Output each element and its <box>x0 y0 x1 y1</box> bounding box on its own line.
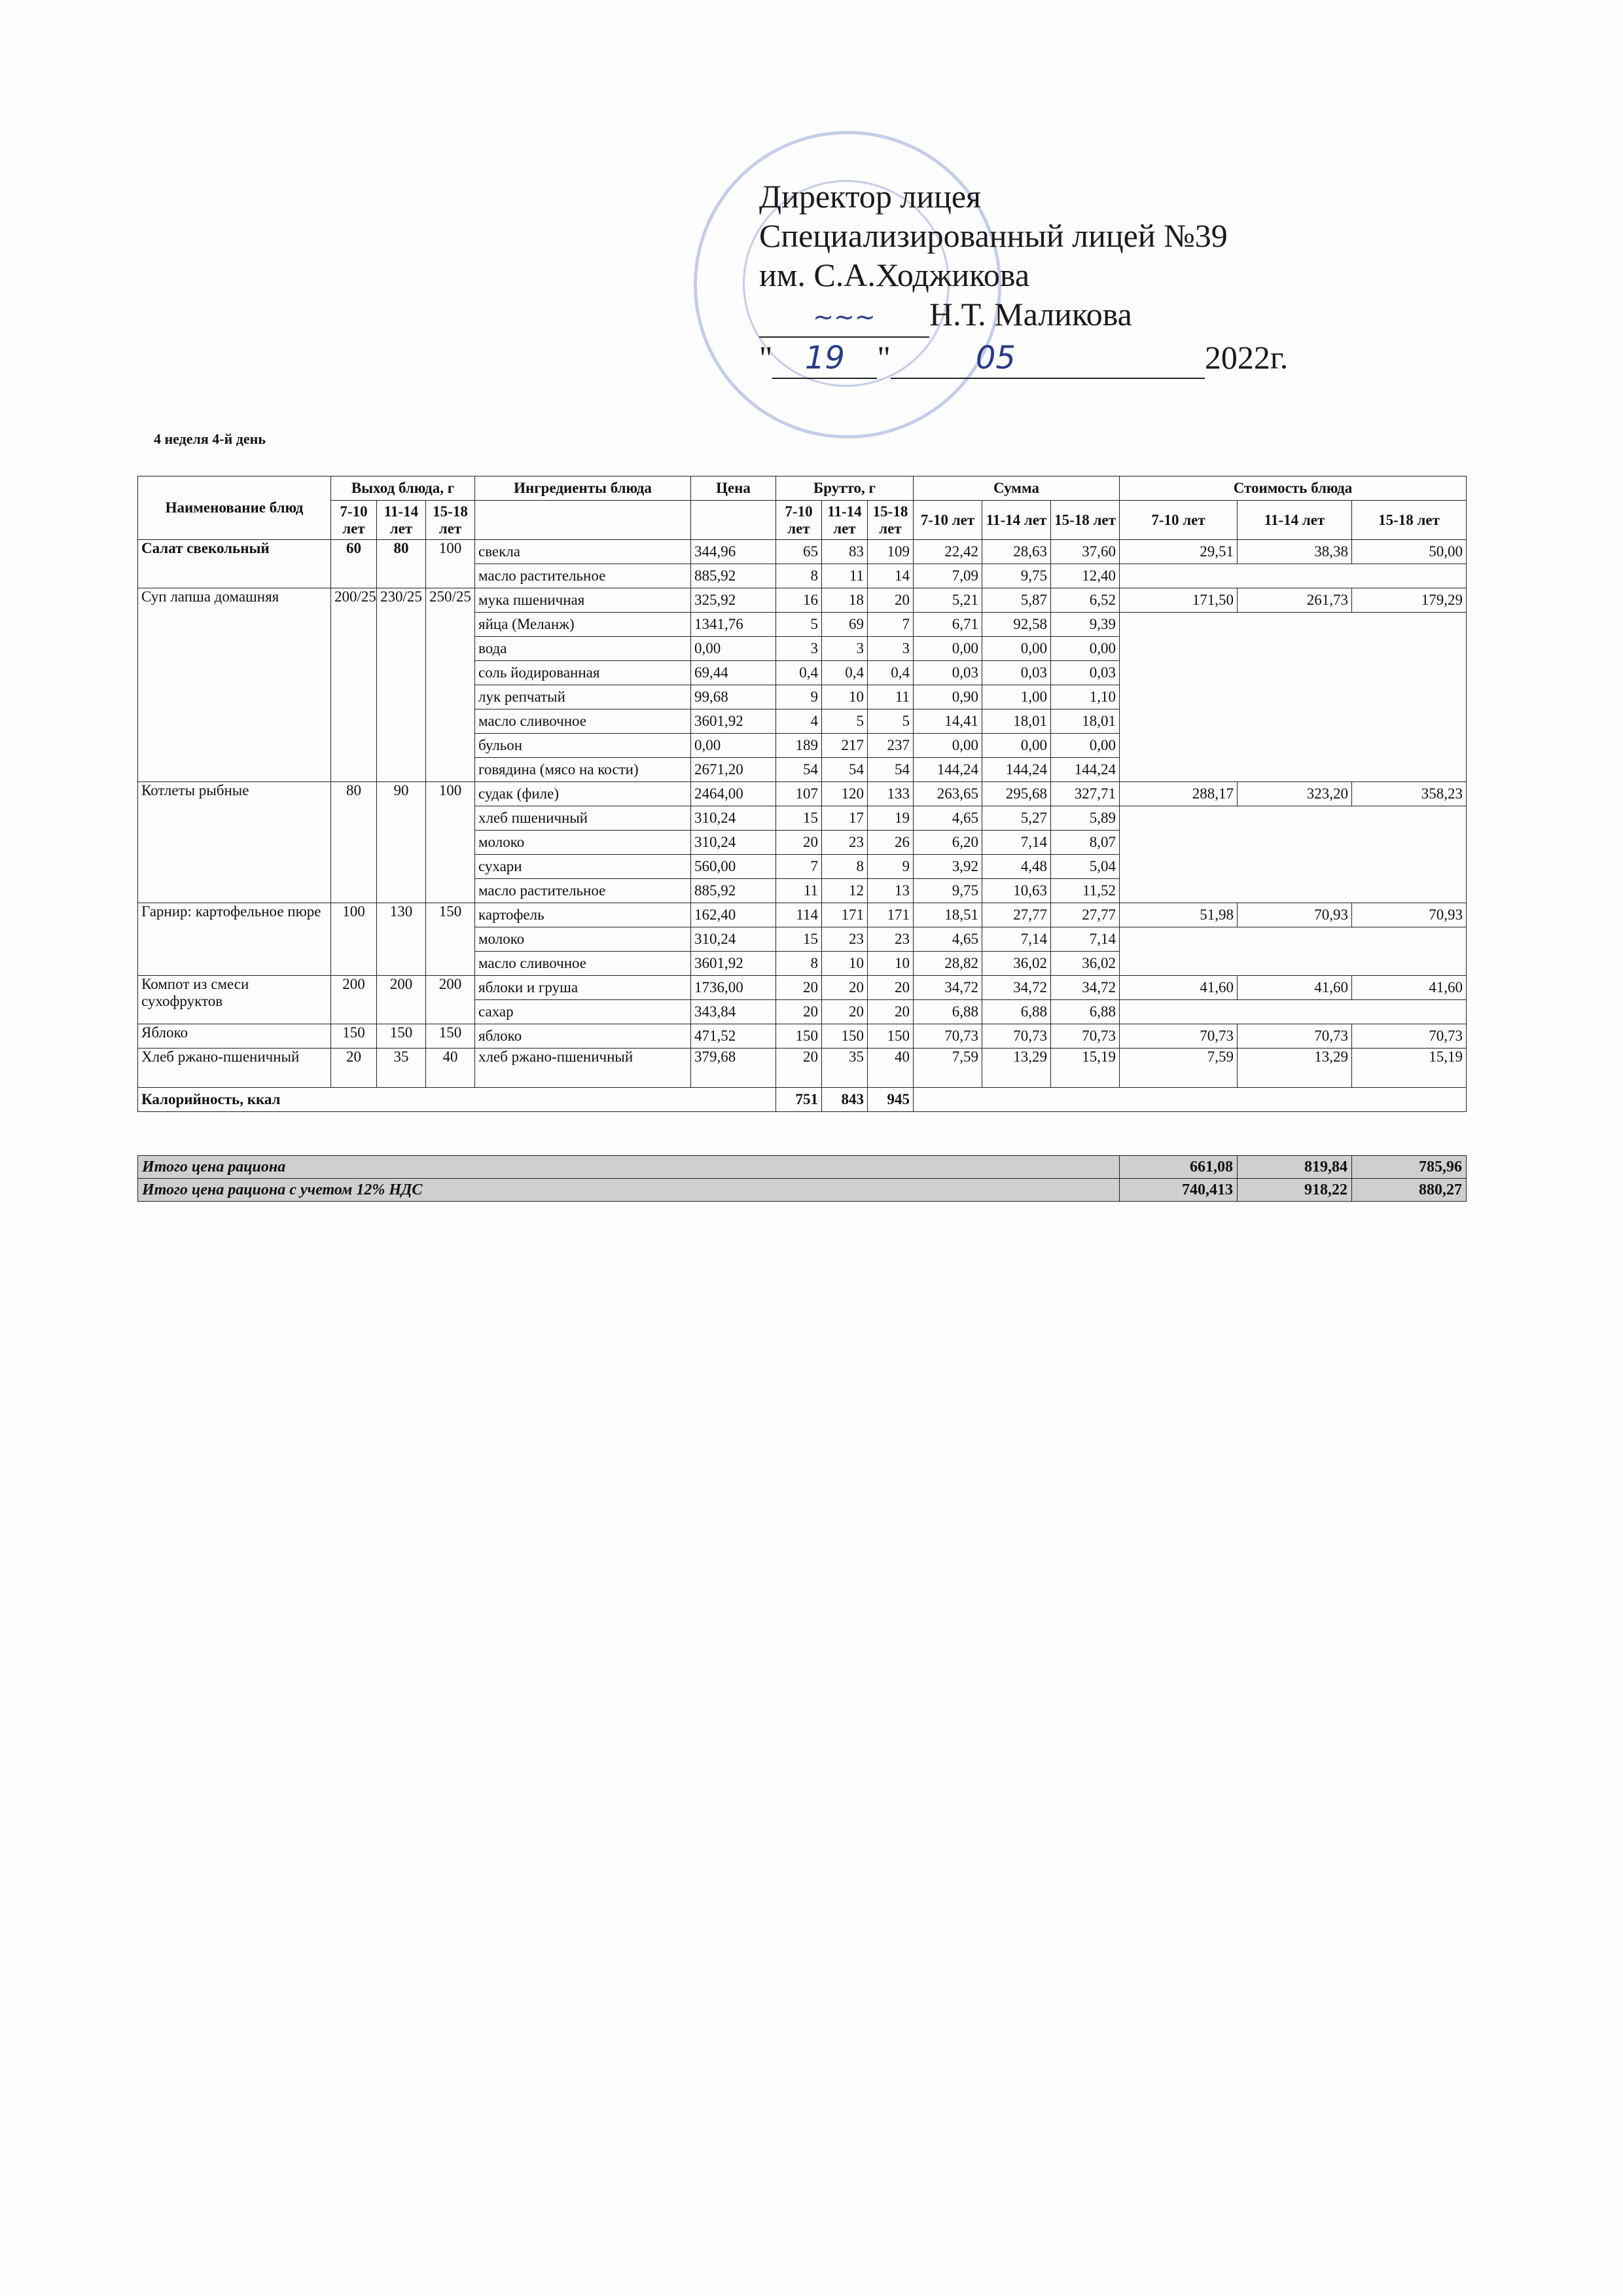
approval-day: 19 <box>804 340 845 376</box>
header-price: Цена <box>691 476 776 501</box>
header-cost: Стоимость блюда <box>1120 476 1467 501</box>
dish-name: Яблоко <box>138 1024 331 1049</box>
table-row: молоко 310,24 15 23 23 4,65 7,14 7,14 <box>138 927 1467 952</box>
table-row: яйца (Меланж) 1341,76 5 69 7 6,71 92,58 9,39 <box>138 613 1467 637</box>
approval-year: 2022г. <box>1204 339 1289 376</box>
header-dish: Наименование блюд <box>138 476 331 540</box>
total-vat-age2: 918,22 <box>1238 1179 1352 1202</box>
header-sum-age3: 15-18 лет <box>1051 501 1120 540</box>
table-row: лук репчатый 99,68 9 10 11 0,90 1,00 1,10 <box>138 685 1467 709</box>
total-age2: 819,84 <box>1238 1156 1352 1179</box>
ingredient: яблоко <box>475 1024 691 1049</box>
dish-cost: 41,60 <box>1120 976 1238 1000</box>
approval-date: " 19 " 05 2022г. <box>759 338 1414 379</box>
calories-age3: 945 <box>868 1088 914 1112</box>
dish-cost: 288,17 <box>1120 782 1238 806</box>
table-row: масло растительное 885,92 8 11 14 7,09 9,75 12,40 <box>138 564 1467 588</box>
ingredient: яблоки и груша <box>475 976 691 1000</box>
table-row: говядина (мясо на кости) 2671,20 54 54 54 144,24 144,24 144,24 <box>138 758 1467 782</box>
totals-table <box>137 1155 1467 1202</box>
header-ingredients: Ингредиенты блюда <box>475 476 691 501</box>
total-vat-age3: 880,27 <box>1352 1179 1467 1202</box>
ingredient: молоко <box>475 831 691 855</box>
dish-name: Суп лапша домашняя <box>138 588 331 782</box>
header-brutto: Брутто, г <box>776 476 914 501</box>
table-row: Котлеты рыбные 80 90 100 судак (филе) 2464,00 107 120 133 263,65 295,68 327,71 288,17 323,20 358,23 <box>138 782 1467 806</box>
header-cost-age1: 7-10 лет <box>1120 501 1238 540</box>
dish-name: Салат свекольный <box>138 540 331 588</box>
table-row: сахар 343,84 20 20 20 6,88 6,88 6,88 <box>138 1000 1467 1024</box>
dish-name: Хлеб ржано-пшеничный <box>138 1049 331 1088</box>
header-sum: Сумма <box>914 476 1120 501</box>
ingredient: масло растительное <box>475 879 691 903</box>
header-yield-age3: 15-18 лет <box>426 501 475 540</box>
table-row: масло сливочное 3601,92 4 5 5 14,41 18,01 18,01 <box>138 709 1467 734</box>
total-vat-label: Итого цена рациона с учетом 12% НДС <box>138 1179 1120 1202</box>
ingredient: лук репчатый <box>475 685 691 709</box>
table-row: бульон 0,00 189 217 237 0,00 0,00 0,00 <box>138 734 1467 758</box>
ingredient: картофель <box>475 903 691 927</box>
table-row: хлеб пшеничный 310,24 15 17 19 4,65 5,27 5,89 <box>138 806 1467 831</box>
table-row: молоко 310,24 20 23 26 6,20 7,14 8,07 <box>138 831 1467 855</box>
dish-cost: 171,50 <box>1120 588 1238 613</box>
total-vat-age1: 740,413 <box>1120 1179 1238 1202</box>
ingredient: сухари <box>475 855 691 879</box>
ingredient: масло сливочное <box>475 952 691 976</box>
dish-name: Гарнир: картофельное пюре <box>138 903 331 976</box>
total-row <box>138 1156 1467 1179</box>
header-cost-age2: 11-14 лет <box>1238 501 1352 540</box>
table-row: масло сливочное 3601,92 8 10 10 28,82 36,02 36,02 <box>138 952 1467 976</box>
table-row: сухари 560,00 7 8 9 3,92 4,48 5,04 <box>138 855 1467 879</box>
dish-cost: 70,73 <box>1120 1024 1238 1049</box>
ingredient: мука пшеничная <box>475 588 691 613</box>
header-yield: Выход блюда, г <box>331 476 475 501</box>
approval-school-name: им. С.А.Ходжикова <box>759 257 1030 293</box>
approval-signature-line <box>759 295 1414 338</box>
calories-row <box>138 1088 1467 1112</box>
ingredient: яйца (Меланж) <box>475 613 691 637</box>
signature: ~~~ <box>759 295 929 338</box>
table-row: Яблоко 150 150 150 яблоко 471,52 150 150 150 70,73 70,73 70,73 70,73 70,73 70,73 <box>138 1024 1467 1049</box>
ingredient: свекла <box>475 540 691 564</box>
day-title: 4 неделя 4-й день <box>154 431 266 447</box>
ingredient: соль йодированная <box>475 661 691 685</box>
menu-table <box>137 476 1467 1112</box>
dish-cost: 7,59 <box>1120 1049 1238 1088</box>
ingredient: масло сливочное <box>475 709 691 734</box>
calories-label: Калорийность, ккал <box>138 1088 776 1112</box>
total-vat-row <box>138 1179 1467 1202</box>
total-label: Итого цена рациона <box>138 1156 1120 1179</box>
header-yield-age1: 7-10 лет <box>331 501 377 540</box>
ingredient: молоко <box>475 927 691 952</box>
table-row: соль йодированная 69,44 0,4 0,4 0,4 0,03 0,03 0,03 <box>138 661 1467 685</box>
dish-name: Компот из смеси сухофруктов <box>138 976 331 1024</box>
ingredient: вода <box>475 637 691 661</box>
table-row: Гарнир: картофельное пюре 100 130 150 картофель 162,40 114 171 171 18,51 27,77 27,77 51,98 70,93 70,93 <box>138 903 1467 927</box>
approval-block <box>759 177 1414 379</box>
calories-age1: 751 <box>776 1088 822 1112</box>
header-yield-age2: 11-14 лет <box>377 501 426 540</box>
header-cost-age3: 15-18 лет <box>1352 501 1467 540</box>
ingredient: бульон <box>475 734 691 758</box>
ingredient: хлеб пшеничный <box>475 806 691 831</box>
dish-cost: 51,98 <box>1120 903 1238 927</box>
dish-name: Котлеты рыбные <box>138 782 331 903</box>
ingredient: хлеб ржано-пшеничный <box>475 1049 691 1088</box>
table-row: Суп лапша домашняя 200/25 230/25 250/25 мука пшеничная 325,92 16 18 20 5,21 5,87 6,52 171,50 261,73 179,29 <box>138 588 1467 613</box>
header-brutto-age3: 15-18 лет <box>868 501 914 540</box>
header-sum-age1: 7-10 лет <box>914 501 982 540</box>
header-brutto-age1: 7-10 лет <box>776 501 822 540</box>
approval-position: Директор лицея <box>759 178 982 215</box>
header-brutto-age2: 11-14 лет <box>822 501 868 540</box>
ingredient: масло растительное <box>475 564 691 588</box>
table-row: Компот из смеси сухофруктов 200 200 200 яблоки и груша 1736,00 20 20 20 34,72 34,72 34,72 41,60 41,60 41,60 <box>138 976 1467 1000</box>
dish-cost: 29,51 <box>1120 540 1238 564</box>
ingredient: сахар <box>475 1000 691 1024</box>
header-sum-age2: 11-14 лет <box>982 501 1051 540</box>
approval-signer: Н.Т. Маликова <box>929 296 1132 332</box>
calories-age2: 843 <box>822 1088 868 1112</box>
approval-month: 05 <box>975 340 1016 376</box>
total-age3: 785,96 <box>1352 1156 1467 1179</box>
ingredient: говядина (мясо на кости) <box>475 758 691 782</box>
total-age1: 661,08 <box>1120 1156 1238 1179</box>
approval-school: Специализированный лицей №39 <box>759 217 1228 254</box>
table-row: Хлеб ржано-пшеничный 20 35 40 хлеб ржано-пшеничный 379,68 20 35 40 7,59 13,29 15,19 7,59 13,29 15,19 <box>138 1049 1467 1088</box>
table-row: Салат свекольный 60 80 100 свекла 344,96 65 83 109 22,42 28,63 37,60 29,51 38,38 50,00 <box>138 540 1467 564</box>
table-row: масло растительное 885,92 11 12 13 9,75 10,63 11,52 <box>138 879 1467 903</box>
ingredient: судак (филе) <box>475 782 691 806</box>
table-row: вода 0,00 3 3 3 0,00 0,00 0,00 <box>138 637 1467 661</box>
